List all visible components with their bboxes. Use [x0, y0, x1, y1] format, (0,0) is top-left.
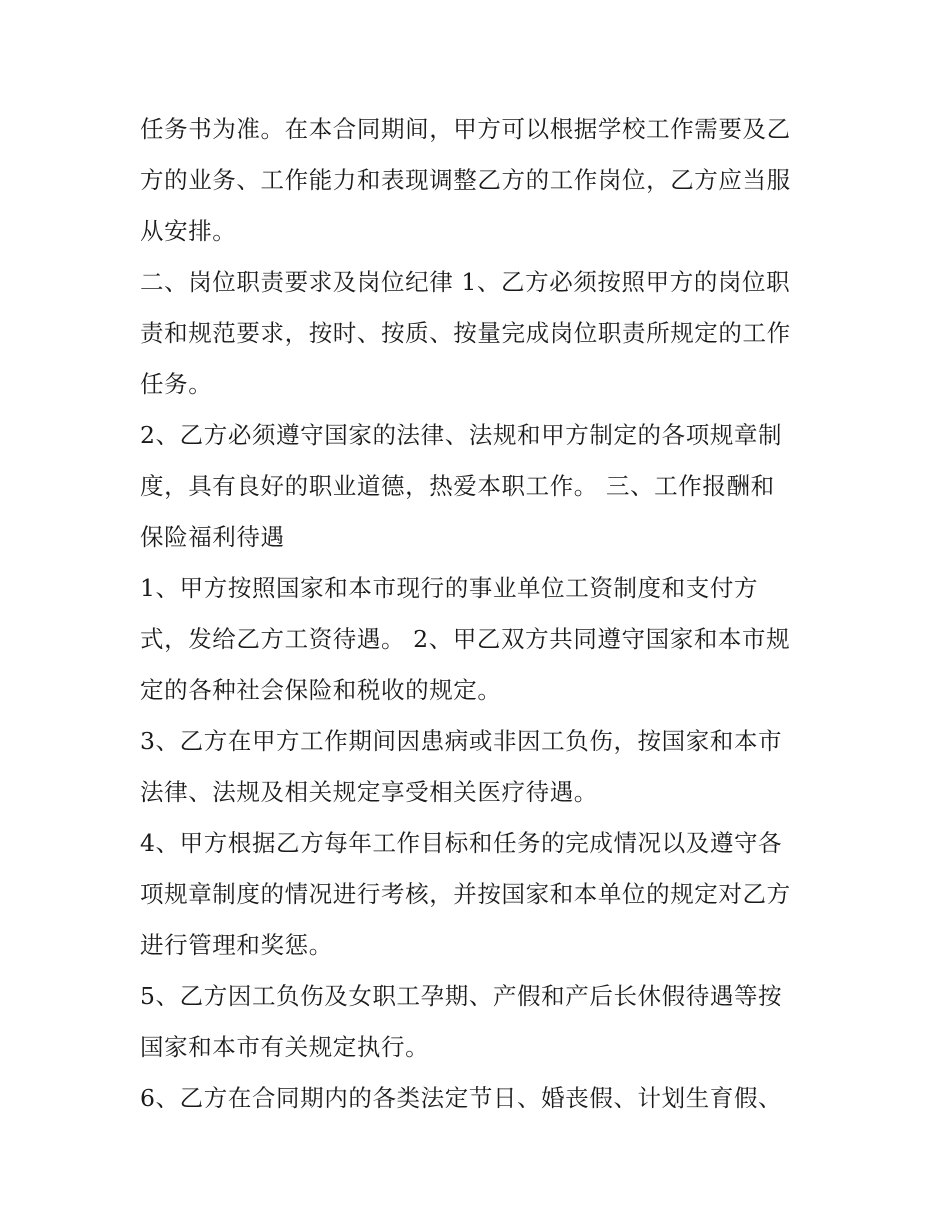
text-line: 任务书为准。在本合同期间，甲方可以根据学校工作需要及乙 [140, 115, 791, 143]
text-line: 从安排。 [140, 217, 237, 245]
text-line: 方的业务、工作能力和表现调整乙方的工作岗位，乙方应当服 [140, 166, 791, 194]
section-heading-line: 二、岗位职责要求及岗位纪律 1、乙方必须按照甲方的岗位职 [140, 268, 791, 296]
text-line: 任务。 [140, 370, 213, 398]
text-line: 进行管理和奖惩。 [140, 931, 333, 959]
document-body [140, 104, 820, 1124]
text-line: 1、甲方按照国家和本市现行的事业单位工资制度和支付方 [140, 574, 759, 602]
text-line: 法律、法规及相关规定享受相关医疗待遇。 [140, 778, 598, 806]
text-line: 5、乙方因工负伤及女职工孕期、产假和产后长休假待遇等按 [140, 982, 783, 1010]
text-line: 国家和本市有关规定执行。 [140, 1033, 430, 1061]
text-line: 2、乙方必须遵守国家的法律、法规和甲方制定的各项规章制 [140, 421, 783, 449]
text-line: 4、甲方根据乙方每年工作目标和任务的完成情况以及遵守各 [140, 829, 783, 857]
text-line: 式，发给乙方工资待遇。 2、甲乙双方共同遵守国家和本市规 [140, 625, 791, 653]
text-line: 3、乙方在甲方工作期间因患病或非因工负伤，按国家和本市 [140, 727, 783, 755]
text-line: 度，具有良好的职业道德，热爱本职工作。 三、工作报酬和 [140, 472, 775, 500]
text-line: 保险福利待遇 [140, 523, 285, 551]
text-line: 6、乙方在合同期内的各类法定节日、婚丧假、计划生育假、 [140, 1084, 783, 1112]
text-line: 责和规范要求，按时、按质、按量完成岗位职责所规定的工作 [140, 319, 791, 347]
text-line: 项规章制度的情况进行考核，并按国家和本单位的规定对乙方 [140, 880, 791, 908]
text-line: 定的各种社会保险和税收的规定。 [140, 676, 502, 704]
